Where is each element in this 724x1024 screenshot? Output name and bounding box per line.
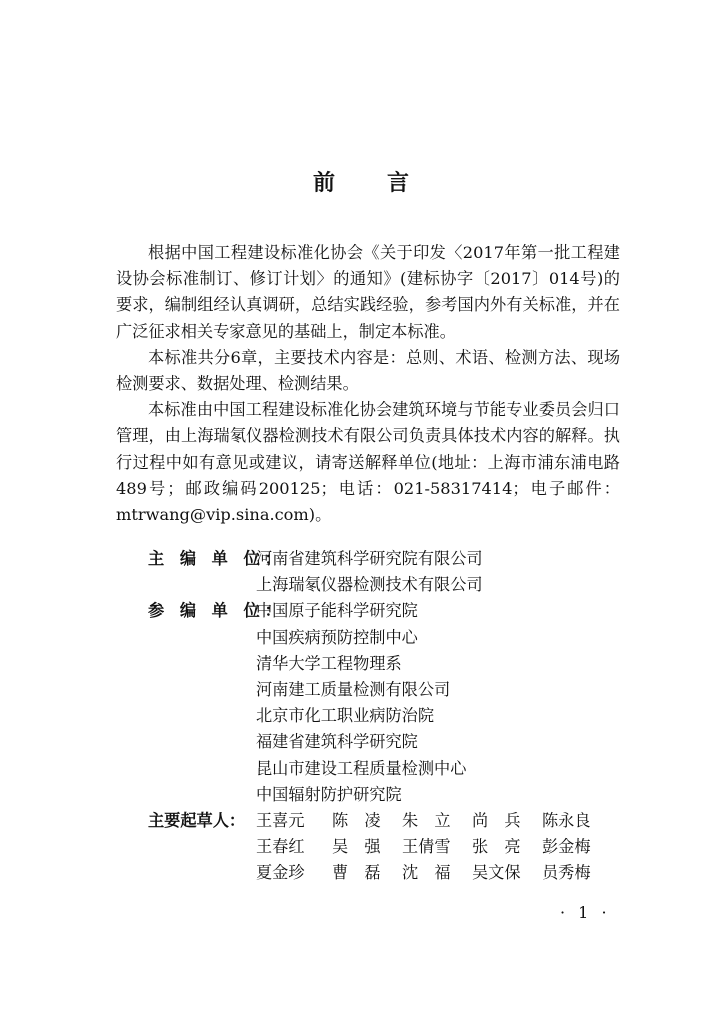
credits-section: [148, 546, 612, 887]
title-char-1: 前: [312, 171, 337, 196]
chief-editor-label: 主 编 单 位：: [148, 549, 286, 568]
chief-editor-unit: 河南省建筑科学研究院有限公司: [256, 549, 483, 568]
drafter-name: 陈 凌: [332, 811, 381, 831]
drafter-name: 王春红: [256, 837, 305, 857]
drafter-name: 夏金珍: [256, 863, 305, 883]
drafters-grid: [256, 808, 612, 887]
drafter-name: 曹 磊: [332, 863, 381, 883]
participating-unit: 中国原子能科学研究院: [256, 601, 418, 621]
chief-editor-list: [256, 546, 483, 598]
drafter-name: 王喜元: [256, 811, 305, 831]
drafter-name: 张 亮: [472, 837, 521, 857]
participating-unit: 北京市化工职业病防治院: [256, 706, 435, 726]
participating-unit: 中国疾病预防控制中心: [256, 627, 418, 647]
participating-unit-list: [256, 598, 466, 808]
page-title: [0, 166, 724, 197]
paragraph-background: 根据中国工程建设标准化协会《关于印发〈2017年第一批工程建设协会标准制订、修订计划〉的通知》(建标协字〔2017〕014号)的要求，编制组经认真调研，总结实践经验，参考国内外有关标准，并在广泛征求相关专家意见的基础上，制定本标准。: [116, 243, 620, 341]
drafter-name: 吴 强: [332, 837, 381, 857]
title-char-2: 言: [387, 171, 412, 196]
page-number: · 1 ·: [560, 903, 611, 922]
drafter-name: 吴文保: [472, 863, 521, 883]
drafter-name: 朱 立: [402, 811, 451, 831]
drafter-name: 彭金梅: [542, 837, 591, 857]
participating-unit: 昆山市建设工程质量检测中心: [256, 758, 467, 778]
drafters-label: 主要起草人：: [148, 811, 246, 831]
chief-editor-block: [148, 546, 612, 598]
paragraph-contents: 本标准共分6章，主要技术内容是：总则、术语、检测方法、现场检测要求、数据处理、检测结果。: [116, 347, 620, 394]
drafter-name: 尚 兵: [472, 811, 521, 831]
preface-body: [116, 240, 620, 528]
drafter-name: 员秀梅: [542, 863, 591, 883]
participating-unit: 福建省建筑科学研究院: [256, 732, 418, 752]
participating-unit: 清华大学工程物理系: [256, 653, 402, 673]
drafters-block: [148, 808, 612, 887]
participating-unit-block: [148, 598, 612, 808]
chief-editor-unit: 上海瑞氡仪器检测技术有限公司: [256, 575, 483, 595]
drafter-name: 陈永良: [542, 811, 591, 831]
drafter-name: 王倩雪: [402, 837, 451, 857]
participating-unit-label: 参 编 单 位：: [148, 601, 286, 621]
drafter-name: 沈 福: [402, 863, 451, 883]
participating-unit: 中国辐射防护研究院: [256, 784, 402, 804]
participating-unit: 河南建工质量检测有限公司: [256, 680, 451, 700]
paragraph-management: 本标准由中国工程建设标准化协会建筑环境与节能专业委员会归口管理，由上海瑞氡仪器检测技术有限公司负责具体技术内容的解释。执行过程中如有意见或建议，请寄送解释单位(地址：上海市浦东浦电路489号；邮政编码200125；电话：021-58317414；电子邮件：mtrwang@vip.sina.com)。: [116, 400, 620, 525]
